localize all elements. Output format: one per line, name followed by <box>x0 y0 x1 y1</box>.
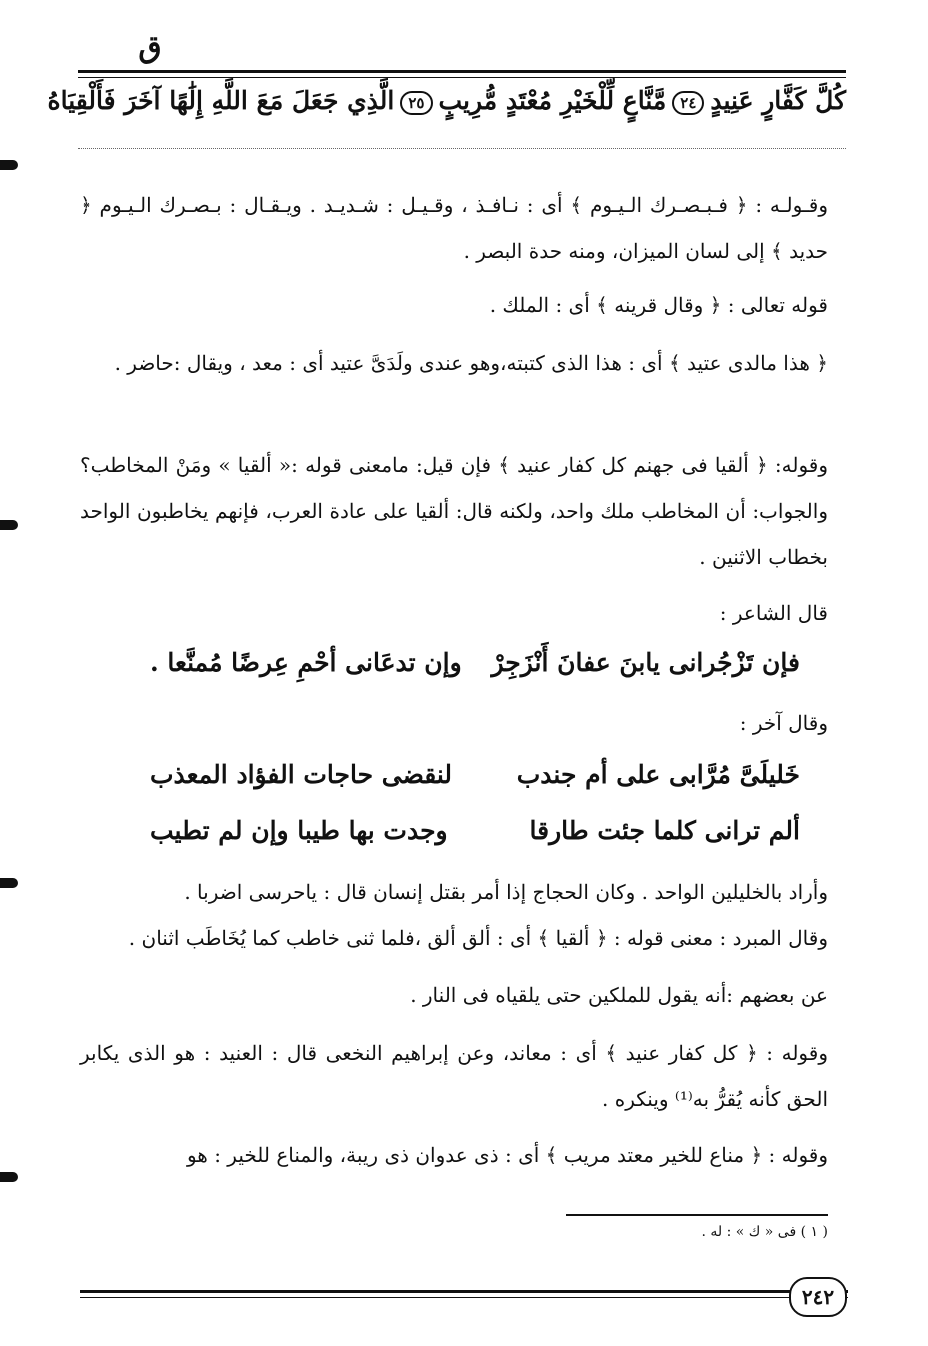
footnote-separator <box>566 1214 828 1216</box>
verse-text-2: مَّنَّاعٍ لِّلْخَيْرِ مُعْتَدٍ مُّرِيبٍ <box>438 86 667 115</box>
paragraph-poet-intro: قال الشاعر : <box>719 601 828 625</box>
paragraph-7: وأراد بالخليلين الواحد . وكان الحجاج إذا أمر بقتل إنسان قال : ياحرسى اضربا . <box>184 880 828 904</box>
surah-letter: ق <box>138 30 162 65</box>
margin-marker-4 <box>0 1172 18 1182</box>
verse-2-hemistich-left: لنقضى حاجات الفؤاد المعذب <box>150 760 453 789</box>
verse-text-1: كُلَّ كَفَّارٍ عَنِيدٍ <box>710 86 846 115</box>
verse-3-hemistich-left: وجدت بها طيبا وإن لم تطيب <box>150 816 448 845</box>
margin-marker-2 <box>0 520 18 530</box>
ayah-number-25: ٢٥ <box>400 91 432 115</box>
paragraph-9: عن بعضهم :أنه يقول للملكين حتى يلقياه فى النار . <box>410 983 828 1007</box>
poetry-verse-3 <box>150 816 800 845</box>
margin-marker-1 <box>0 160 18 170</box>
poetry-verse-1 <box>150 648 800 677</box>
ayah-number-24: ٢٤ <box>672 91 704 115</box>
poetry-verse-2 <box>150 760 800 789</box>
paragraph-other-poet: وقال آخر : <box>739 711 828 735</box>
paragraph-3: ﴿ هذا مالدى عتيد ﴾ أى : هذا الذى كتبته،وهو عندى ولَدَىَّ عتيد أى : معد ، ويقال :حاضر . <box>114 351 828 375</box>
paragraph-10: وقوله : ﴿ كل كفار عنيد ﴾ أى : معاند، وعن إبراهيم النخعى قال : العنيد : هو الذى يكابر الحق كأنه يُقرُّ به⁽¹⁾ وينكره . <box>80 1041 828 1111</box>
verse-2-hemistich-right: خَليلَىَّ مُرَّابى على أم جندب <box>516 760 800 789</box>
header-rule-thin <box>78 77 846 78</box>
margin-marker-3 <box>0 878 18 888</box>
verse-1-hemistich-right: فإن تَزْجُرانى يابنَ عفانَ أَنْزَجِرْ <box>491 648 800 677</box>
paragraph-2: قوله تعالى : ﴿ وقال قرينه ﴾ أى : الملك . <box>489 293 828 317</box>
paragraph-1: وقـولـه : ﴿ فـبـصـرك الـيـوم ﴾ أى : نـافـذ ، وقـيـل : شـديـد . ويـقـال : بـصـرك الـيـوم ﴿ حديد ﴾ إلى لسان الميزان، ومنه حدة البصر . <box>80 193 828 263</box>
paragraph-8: وقال المبرد : معنى قوله : ﴿ ألقيا ﴾ أى : ألق ألق ،فلما ثنى خاطب كما يُخَاطَب اثنان . <box>128 926 828 950</box>
paragraph-11: وقوله : ﴿ مناع للخير معتد مريب ﴾ أى : ذى عدوان ذى ريبة، والمناع للخير : هو <box>186 1143 828 1167</box>
verse-3-hemistich-right: ألم ترانى كلما جئت طارقا <box>529 816 800 845</box>
header-dotted-rule <box>78 148 846 149</box>
quran-verse-line <box>47 86 846 115</box>
verse-text-3: الَّذِي جَعَلَ مَعَ اللَّهِ إِلَٰهًا آخَرَ فَأَلْقِيَاهُ <box>47 86 395 115</box>
footnote: ( ١ ) فى « ك » : له . <box>701 1224 828 1240</box>
page-number: ٢٤٢ <box>789 1277 847 1317</box>
verse-1-hemistich-left: وإن تدعَانى أحْمِ عِرضًا مُمنَّعا . <box>150 648 462 677</box>
header-rule-top <box>78 70 846 73</box>
paragraph-4: وقوله: ﴿ ألقيا فى جهنم كل كفار عنيد ﴾ فإن قيل: مامعنى قوله :« ألقيا » ومَنْ المخاطب؟ والجواب: أن المخاطب ملك واحد، ولكنه قال: ألقيا على عادة العرب، فإنهم يخاطبون الواحد بخطاب الاثنين . <box>80 453 828 569</box>
footer-rule-thick <box>80 1290 848 1293</box>
footer-rule-thin <box>80 1297 848 1298</box>
